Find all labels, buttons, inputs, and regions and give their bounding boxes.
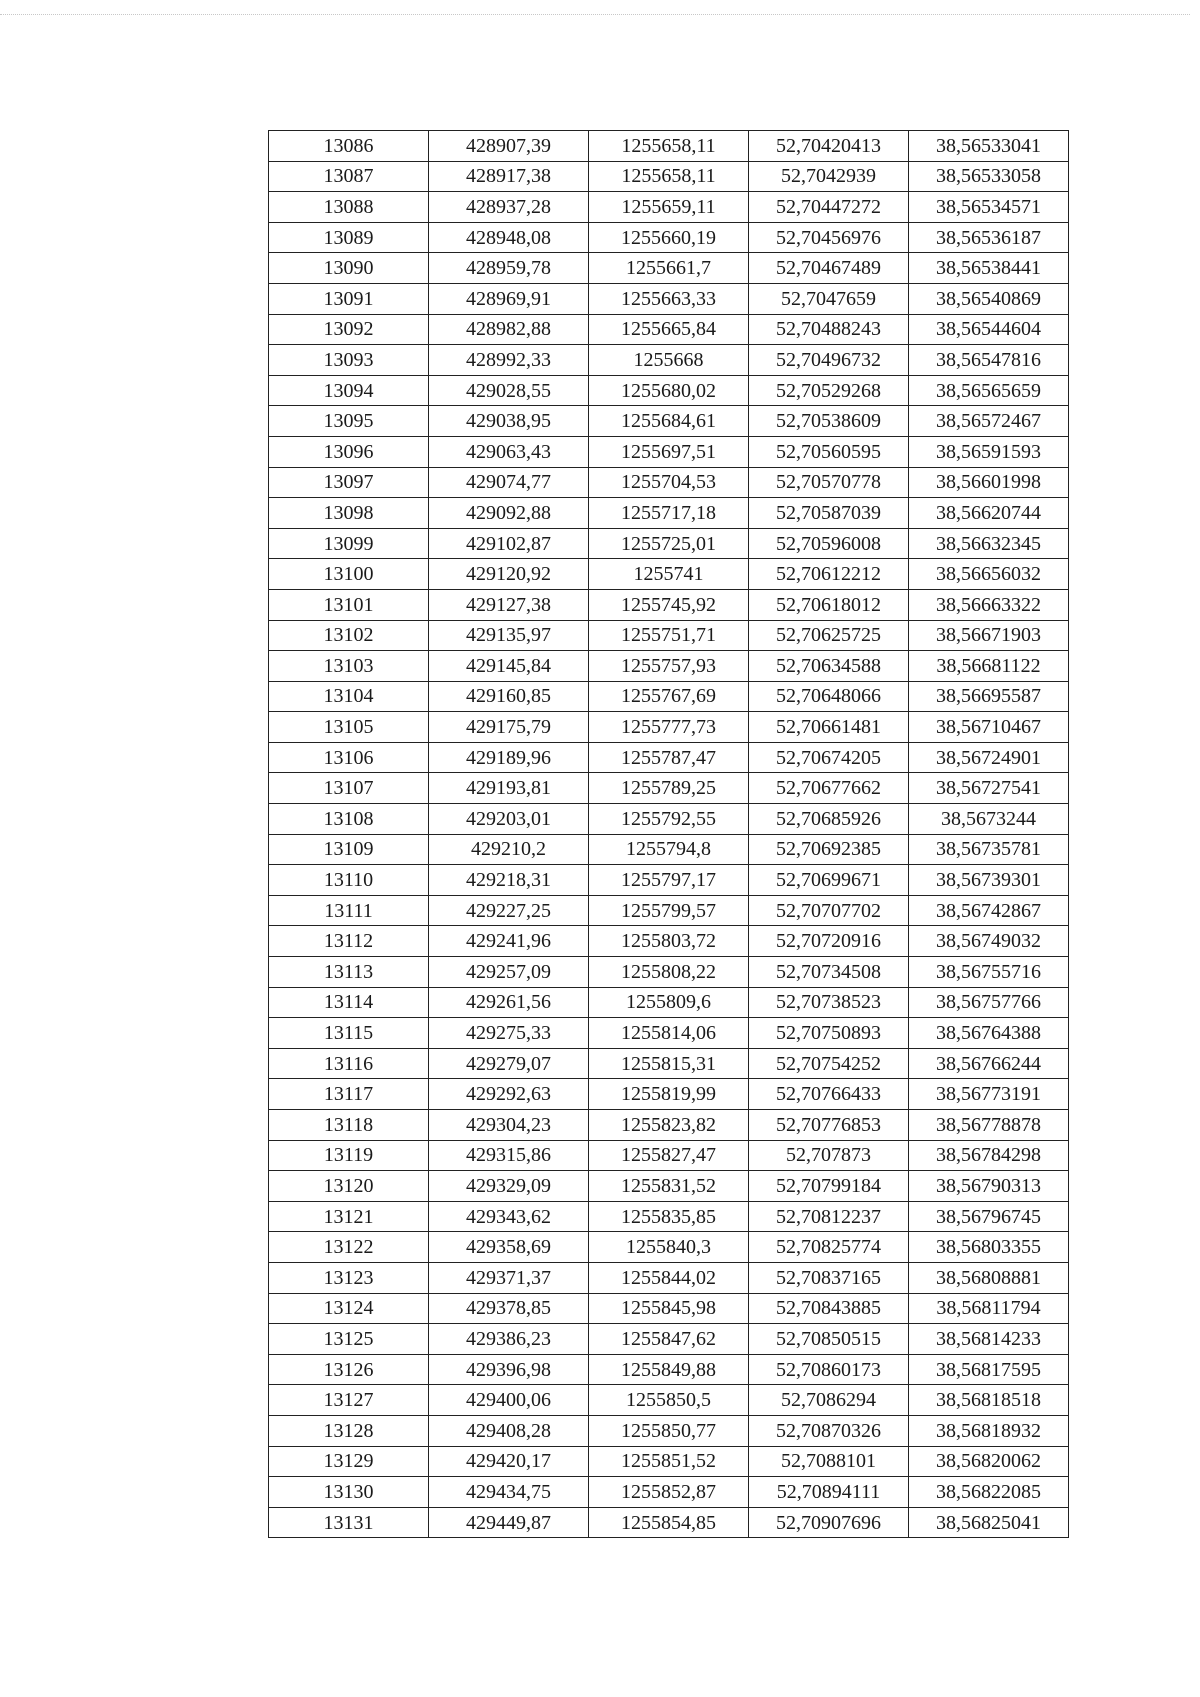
x-coordinate-cell: 429193,81 [429,773,589,804]
x-coordinate-cell: 429102,87 [429,528,589,559]
table-row [269,1293,1069,1324]
point-number-cell: 13117 [269,1079,429,1110]
point-number-cell: 13122 [269,1232,429,1263]
latitude-cell: 52,70692385 [749,834,909,865]
table-row [269,498,1069,529]
point-number-cell: 13088 [269,192,429,223]
y-coordinate-cell: 1255741 [589,559,749,590]
longitude-cell: 38,56764388 [909,1018,1069,1049]
x-coordinate-cell: 429279,07 [429,1048,589,1079]
latitude-cell: 52,707873 [749,1140,909,1171]
y-coordinate-cell: 1255717,18 [589,498,749,529]
longitude-cell: 38,56811794 [909,1293,1069,1324]
latitude-cell: 52,70894111 [749,1477,909,1508]
x-coordinate-cell: 429408,28 [429,1415,589,1446]
longitude-cell: 38,56755716 [909,957,1069,988]
point-number-cell: 13129 [269,1446,429,1477]
x-coordinate-cell: 429189,96 [429,742,589,773]
point-number-cell: 13120 [269,1171,429,1202]
y-coordinate-cell: 1255814,06 [589,1018,749,1049]
table-row [269,283,1069,314]
table-row [269,314,1069,345]
point-number-cell: 13106 [269,742,429,773]
point-number-cell: 13104 [269,681,429,712]
point-number-cell: 13118 [269,1110,429,1141]
table-row [269,345,1069,376]
table-row [269,253,1069,284]
x-coordinate-cell: 429434,75 [429,1477,589,1508]
x-coordinate-cell: 429092,88 [429,498,589,529]
longitude-cell: 38,56727541 [909,773,1069,804]
longitude-cell: 38,56790313 [909,1171,1069,1202]
table-row [269,681,1069,712]
longitude-cell: 38,56820062 [909,1446,1069,1477]
table-row [269,1110,1069,1141]
longitude-cell: 38,56565659 [909,375,1069,406]
y-coordinate-cell: 1255851,52 [589,1446,749,1477]
y-coordinate-cell: 1255815,31 [589,1048,749,1079]
y-coordinate-cell: 1255794,8 [589,834,749,865]
longitude-cell: 38,56803355 [909,1232,1069,1263]
y-coordinate-cell: 1255660,19 [589,222,749,253]
table-row [269,957,1069,988]
x-coordinate-cell: 429304,23 [429,1110,589,1141]
point-number-cell: 13112 [269,926,429,957]
y-coordinate-cell: 1255854,85 [589,1507,749,1538]
y-coordinate-cell: 1255777,73 [589,712,749,743]
latitude-cell: 52,70596008 [749,528,909,559]
point-number-cell: 13124 [269,1293,429,1324]
latitude-cell: 52,70754252 [749,1048,909,1079]
table-row [269,1324,1069,1355]
longitude-cell: 38,56817595 [909,1354,1069,1385]
x-coordinate-cell: 428959,78 [429,253,589,284]
longitude-cell: 38,56591593 [909,436,1069,467]
point-number-cell: 13086 [269,131,429,162]
y-coordinate-cell: 1255697,51 [589,436,749,467]
longitude-cell: 38,56547816 [909,345,1069,376]
latitude-cell: 52,70907696 [749,1507,909,1538]
point-number-cell: 13103 [269,651,429,682]
latitude-cell: 52,70674205 [749,742,909,773]
longitude-cell: 38,56538441 [909,253,1069,284]
latitude-cell: 52,7086294 [749,1385,909,1416]
longitude-cell: 38,56778878 [909,1110,1069,1141]
x-coordinate-cell: 429257,09 [429,957,589,988]
latitude-cell: 52,70496732 [749,345,909,376]
point-number-cell: 13105 [269,712,429,743]
latitude-cell: 52,7088101 [749,1446,909,1477]
point-number-cell: 13125 [269,1324,429,1355]
y-coordinate-cell: 1255845,98 [589,1293,749,1324]
x-coordinate-cell: 429292,63 [429,1079,589,1110]
latitude-cell: 52,70734508 [749,957,909,988]
x-coordinate-cell: 428992,33 [429,345,589,376]
coordinates-table-body [269,131,1069,1538]
y-coordinate-cell: 1255658,11 [589,161,749,192]
y-coordinate-cell: 1255852,87 [589,1477,749,1508]
latitude-cell: 52,70529268 [749,375,909,406]
x-coordinate-cell: 429074,77 [429,467,589,498]
point-number-cell: 13109 [269,834,429,865]
y-coordinate-cell: 1255663,33 [589,283,749,314]
table-row [269,406,1069,437]
table-row [269,1079,1069,1110]
y-coordinate-cell: 1255745,92 [589,589,749,620]
y-coordinate-cell: 1255757,93 [589,651,749,682]
latitude-cell: 52,70870326 [749,1415,909,1446]
y-coordinate-cell: 1255797,17 [589,865,749,896]
latitude-cell: 52,70634588 [749,651,909,682]
longitude-cell: 38,56757766 [909,987,1069,1018]
y-coordinate-cell: 1255808,22 [589,957,749,988]
point-number-cell: 13110 [269,865,429,896]
x-coordinate-cell: 429420,17 [429,1446,589,1477]
table-row [269,131,1069,162]
y-coordinate-cell: 1255850,77 [589,1415,749,1446]
longitude-cell: 38,56544604 [909,314,1069,345]
x-coordinate-cell: 428982,88 [429,314,589,345]
table-row [269,436,1069,467]
point-number-cell: 13102 [269,620,429,651]
latitude-cell: 52,70570778 [749,467,909,498]
longitude-cell: 38,56784298 [909,1140,1069,1171]
point-number-cell: 13107 [269,773,429,804]
latitude-cell: 52,70456976 [749,222,909,253]
longitude-cell: 38,56540869 [909,283,1069,314]
table-row [269,375,1069,406]
y-coordinate-cell: 1255844,02 [589,1262,749,1293]
latitude-cell: 52,70661481 [749,712,909,743]
x-coordinate-cell: 429396,98 [429,1354,589,1385]
x-coordinate-cell: 428907,39 [429,131,589,162]
table-row [269,467,1069,498]
x-coordinate-cell: 429160,85 [429,681,589,712]
table-row [269,222,1069,253]
y-coordinate-cell: 1255668 [589,345,749,376]
point-number-cell: 13095 [269,406,429,437]
longitude-cell: 38,56735781 [909,834,1069,865]
table-row [269,1262,1069,1293]
y-coordinate-cell: 1255665,84 [589,314,749,345]
latitude-cell: 52,70612212 [749,559,909,590]
table-row [269,742,1069,773]
x-coordinate-cell: 429329,09 [429,1171,589,1202]
latitude-cell: 52,70812237 [749,1201,909,1232]
x-coordinate-cell: 429210,2 [429,834,589,865]
table-row [269,620,1069,651]
x-coordinate-cell: 429261,56 [429,987,589,1018]
point-number-cell: 13123 [269,1262,429,1293]
point-number-cell: 13127 [269,1385,429,1416]
y-coordinate-cell: 1255827,47 [589,1140,749,1171]
point-number-cell: 13091 [269,283,429,314]
x-coordinate-cell: 429449,87 [429,1507,589,1538]
table-row [269,1477,1069,1508]
table-row [269,1018,1069,1049]
point-number-cell: 13114 [269,987,429,1018]
latitude-cell: 52,70738523 [749,987,909,1018]
longitude-cell: 38,56766244 [909,1048,1069,1079]
x-coordinate-cell: 428937,28 [429,192,589,223]
latitude-cell: 52,70799184 [749,1171,909,1202]
latitude-cell: 52,70467489 [749,253,909,284]
point-number-cell: 13100 [269,559,429,590]
point-number-cell: 13119 [269,1140,429,1171]
latitude-cell: 52,70825774 [749,1232,909,1263]
x-coordinate-cell: 429135,97 [429,620,589,651]
point-number-cell: 13098 [269,498,429,529]
point-number-cell: 13128 [269,1415,429,1446]
table-row [269,926,1069,957]
table-row [269,1354,1069,1385]
table-row [269,1171,1069,1202]
y-coordinate-cell: 1255725,01 [589,528,749,559]
point-number-cell: 13108 [269,804,429,835]
x-coordinate-cell: 429400,06 [429,1385,589,1416]
table-row [269,1446,1069,1477]
y-coordinate-cell: 1255819,99 [589,1079,749,1110]
table-row [269,1415,1069,1446]
longitude-cell: 38,56663322 [909,589,1069,620]
latitude-cell: 52,7047659 [749,283,909,314]
table-row [269,987,1069,1018]
table-row [269,1201,1069,1232]
x-coordinate-cell: 429241,96 [429,926,589,957]
longitude-cell: 38,56818932 [909,1415,1069,1446]
y-coordinate-cell: 1255659,11 [589,192,749,223]
x-coordinate-cell: 429227,25 [429,895,589,926]
table-row [269,161,1069,192]
x-coordinate-cell: 429386,23 [429,1324,589,1355]
longitude-cell: 38,56620744 [909,498,1069,529]
longitude-cell: 38,56814233 [909,1324,1069,1355]
table-row [269,1232,1069,1263]
table-row [269,559,1069,590]
y-coordinate-cell: 1255840,3 [589,1232,749,1263]
table-row [269,528,1069,559]
y-coordinate-cell: 1255835,85 [589,1201,749,1232]
y-coordinate-cell: 1255789,25 [589,773,749,804]
latitude-cell: 52,70587039 [749,498,909,529]
x-coordinate-cell: 429358,69 [429,1232,589,1263]
longitude-cell: 38,56818518 [909,1385,1069,1416]
x-coordinate-cell: 429175,79 [429,712,589,743]
table-row [269,1385,1069,1416]
x-coordinate-cell: 429203,01 [429,804,589,835]
y-coordinate-cell: 1255823,82 [589,1110,749,1141]
x-coordinate-cell: 429371,37 [429,1262,589,1293]
point-number-cell: 13115 [269,1018,429,1049]
longitude-cell: 38,56601998 [909,467,1069,498]
point-number-cell: 13094 [269,375,429,406]
x-coordinate-cell: 428969,91 [429,283,589,314]
table-row [269,651,1069,682]
latitude-cell: 52,70720916 [749,926,909,957]
y-coordinate-cell: 1255661,7 [589,253,749,284]
longitude-cell: 38,56572467 [909,406,1069,437]
x-coordinate-cell: 429343,62 [429,1201,589,1232]
longitude-cell: 38,56749032 [909,926,1069,957]
longitude-cell: 38,56796745 [909,1201,1069,1232]
point-number-cell: 13089 [269,222,429,253]
longitude-cell: 38,56724901 [909,742,1069,773]
table-row [269,712,1069,743]
point-number-cell: 13101 [269,589,429,620]
table-row [269,589,1069,620]
y-coordinate-cell: 1255704,53 [589,467,749,498]
longitude-cell: 38,56825041 [909,1507,1069,1538]
table-row [269,1140,1069,1171]
table-row [269,192,1069,223]
longitude-cell: 38,56808881 [909,1262,1069,1293]
latitude-cell: 52,70837165 [749,1262,909,1293]
longitude-cell: 38,56534571 [909,192,1069,223]
longitude-cell: 38,56656032 [909,559,1069,590]
latitude-cell: 52,70685926 [749,804,909,835]
x-coordinate-cell: 429038,95 [429,406,589,437]
table-row [269,895,1069,926]
y-coordinate-cell: 1255767,69 [589,681,749,712]
longitude-cell: 38,56822085 [909,1477,1069,1508]
latitude-cell: 52,70618012 [749,589,909,620]
y-coordinate-cell: 1255658,11 [589,131,749,162]
x-coordinate-cell: 429120,92 [429,559,589,590]
latitude-cell: 52,70707702 [749,895,909,926]
longitude-cell: 38,56533058 [909,161,1069,192]
point-number-cell: 13090 [269,253,429,284]
x-coordinate-cell: 429028,55 [429,375,589,406]
longitude-cell: 38,5673244 [909,804,1069,835]
x-coordinate-cell: 429127,38 [429,589,589,620]
latitude-cell: 52,70699671 [749,865,909,896]
coordinates-table [268,130,1069,1538]
longitude-cell: 38,56536187 [909,222,1069,253]
point-number-cell: 13111 [269,895,429,926]
table-row [269,1048,1069,1079]
y-coordinate-cell: 1255849,88 [589,1354,749,1385]
latitude-cell: 52,70776853 [749,1110,909,1141]
latitude-cell: 52,70843885 [749,1293,909,1324]
latitude-cell: 52,70420413 [749,131,909,162]
x-coordinate-cell: 428917,38 [429,161,589,192]
scan-edge-line [0,14,1190,15]
longitude-cell: 38,56533041 [909,131,1069,162]
y-coordinate-cell: 1255809,6 [589,987,749,1018]
y-coordinate-cell: 1255792,55 [589,804,749,835]
longitude-cell: 38,56742867 [909,895,1069,926]
x-coordinate-cell: 429315,86 [429,1140,589,1171]
x-coordinate-cell: 429218,31 [429,865,589,896]
latitude-cell: 52,70750893 [749,1018,909,1049]
point-number-cell: 13113 [269,957,429,988]
point-number-cell: 13131 [269,1507,429,1538]
point-number-cell: 13097 [269,467,429,498]
longitude-cell: 38,56773191 [909,1079,1069,1110]
y-coordinate-cell: 1255850,5 [589,1385,749,1416]
table-row [269,773,1069,804]
y-coordinate-cell: 1255751,71 [589,620,749,651]
table-row [269,804,1069,835]
longitude-cell: 38,56671903 [909,620,1069,651]
point-number-cell: 13096 [269,436,429,467]
latitude-cell: 52,70766433 [749,1079,909,1110]
latitude-cell: 52,70648066 [749,681,909,712]
latitude-cell: 52,70850515 [749,1324,909,1355]
y-coordinate-cell: 1255787,47 [589,742,749,773]
y-coordinate-cell: 1255847,62 [589,1324,749,1355]
latitude-cell: 52,7042939 [749,161,909,192]
latitude-cell: 52,70677662 [749,773,909,804]
latitude-cell: 52,70538609 [749,406,909,437]
x-coordinate-cell: 429275,33 [429,1018,589,1049]
point-number-cell: 13121 [269,1201,429,1232]
longitude-cell: 38,56632345 [909,528,1069,559]
x-coordinate-cell: 428948,08 [429,222,589,253]
longitude-cell: 38,56739301 [909,865,1069,896]
y-coordinate-cell: 1255680,02 [589,375,749,406]
x-coordinate-cell: 429378,85 [429,1293,589,1324]
latitude-cell: 52,70860173 [749,1354,909,1385]
table-row [269,834,1069,865]
table-row [269,1507,1069,1538]
y-coordinate-cell: 1255684,61 [589,406,749,437]
point-number-cell: 13126 [269,1354,429,1385]
point-number-cell: 13093 [269,345,429,376]
point-number-cell: 13130 [269,1477,429,1508]
point-number-cell: 13092 [269,314,429,345]
y-coordinate-cell: 1255803,72 [589,926,749,957]
x-coordinate-cell: 429145,84 [429,651,589,682]
longitude-cell: 38,56710467 [909,712,1069,743]
point-number-cell: 13116 [269,1048,429,1079]
point-number-cell: 13087 [269,161,429,192]
latitude-cell: 52,70625725 [749,620,909,651]
latitude-cell: 52,70488243 [749,314,909,345]
latitude-cell: 52,70560595 [749,436,909,467]
longitude-cell: 38,56681122 [909,651,1069,682]
x-coordinate-cell: 429063,43 [429,436,589,467]
y-coordinate-cell: 1255831,52 [589,1171,749,1202]
point-number-cell: 13099 [269,528,429,559]
table-row [269,865,1069,896]
longitude-cell: 38,56695587 [909,681,1069,712]
y-coordinate-cell: 1255799,57 [589,895,749,926]
latitude-cell: 52,70447272 [749,192,909,223]
